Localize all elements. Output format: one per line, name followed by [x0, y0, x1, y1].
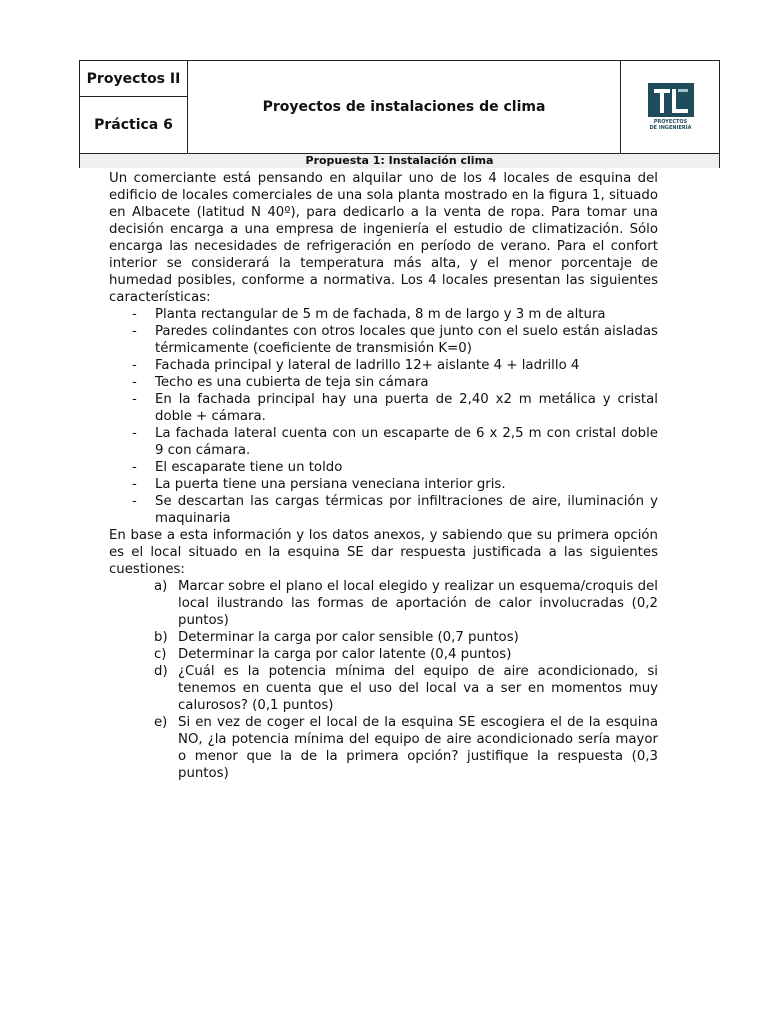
- question-item: [154, 646, 658, 663]
- question-text: Determinar la carga por calor sensible (0,7 puntos): [178, 630, 519, 645]
- question-letter: d): [154, 664, 168, 679]
- company-logo: [621, 61, 720, 153]
- logo-icon: [648, 83, 694, 117]
- list-item: - Planta rectangular de 5 m de fachada, 8 m de largo y 3 m de altura: [155, 306, 658, 323]
- practice-number: Práctica 6: [80, 97, 188, 153]
- question-item: [154, 578, 658, 629]
- proposal-title: Propuesta 1: Instalación clima: [80, 153, 719, 168]
- list-item: - El escaparate tiene un toldo: [155, 459, 658, 476]
- document-body: [109, 170, 658, 782]
- question-letter: e): [154, 715, 168, 730]
- characteristics-list: [109, 306, 658, 527]
- list-item: - La fachada lateral cuenta con un escaparte de 6 x 2,5 m con cristal doble 9 con cámara.: [155, 425, 658, 459]
- logo-caption: PROYECTOS DE INGENIERÍA: [649, 119, 692, 131]
- question-item: [154, 629, 658, 646]
- course-name: Proyectos II: [80, 61, 188, 97]
- list-item: - Se descartan las cargas térmicas por infiltraciones de aire, iluminación y maquinaria: [155, 493, 658, 527]
- question-item: [154, 714, 658, 782]
- question-text: Determinar la carga por calor latente (0,4 puntos): [178, 647, 512, 662]
- question-text: ¿Cuál es la potencia mínima del equipo de aire acondicionado, si tenemos en cuenta que el uso del local va a ser en momentos muy calurosos? (0,1 puntos): [178, 664, 658, 713]
- list-item: - En la fachada principal hay una puerta de 2,40 x2 m metálica y cristal doble + cámara.: [155, 391, 658, 425]
- list-item: - Techo es una cubierta de teja sin cámara: [155, 374, 658, 391]
- list-item: - La puerta tiene una persiana veneciana interior gris.: [155, 476, 658, 493]
- question-letter: c): [154, 647, 167, 662]
- question-letter: b): [154, 630, 168, 645]
- list-item: - Fachada principal y lateral de ladrillo 12+ aislante 4 + ladrillo 4: [155, 357, 658, 374]
- header-table: [79, 60, 720, 168]
- document-title: Proyectos de instalaciones de clima: [188, 61, 621, 153]
- questions-intro: En base a esta información y los datos anexos, y sabiendo que su primera opción es el local situado en la esquina SE dar respuesta justificada a las siguientes cuestiones:: [109, 528, 658, 577]
- intro-paragraph: Un comerciante está pensando en alquilar uno de los 4 locales de esquina del edificio de locales comerciales de una sola planta mostrado en la figura 1, situado en Albacete (latitud N 40º), para dedicarlo a la venta de ropa. Para tomar una decisión encarga a una empresa de ingeniería el estudio de climatización. Sólo encarga las necesidades de refrigeración en período de verano. Para el confort interior se considerará la temperatura más alta, y el menor porcentaje de humedad posibles, conforme a normativa. Los 4 locales presentan las siguientes características:: [109, 171, 658, 305]
- question-letter: a): [154, 579, 168, 594]
- question-item: [154, 663, 658, 714]
- question-text: Si en vez de coger el local de la esquina SE escogiera el de la esquina NO, ¿la potencia mínima del equipo de aire acondicionado sería mayor o menor que la de la primera opción? justifique la respuesta (0,3 puntos): [178, 715, 658, 781]
- questions-list: [109, 578, 658, 782]
- list-item: - Paredes colindantes con otros locales que junto con el suelo están aisladas térmicamente (coeficiente de transmisión K=0): [155, 323, 658, 357]
- question-text: Marcar sobre el plano el local elegido y realizar un esquema/croquis del local ilustrando las formas de aportación de calor involucradas (0,2 puntos): [178, 579, 658, 628]
